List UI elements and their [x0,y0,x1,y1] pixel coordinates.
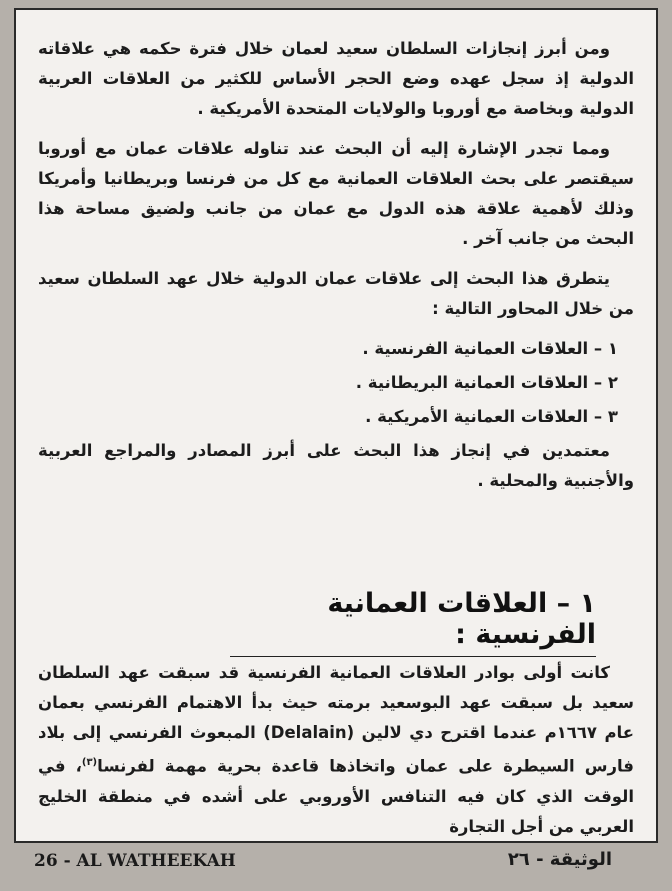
footer-page-label-latin: 26 - AL WATHEEKAH [34,851,236,871]
footnote-ref: (٣) [81,757,98,768]
section-body [38,658,634,852]
section-paragraph [38,658,634,842]
section-heading: ١ – العلاقات العمانية الفرنسية : [230,588,596,657]
section-paragraph-continued: ، في الوقت الذي كان فيه التنافس الأوروبي على أشده في منطقة الخليج العربي من أجل التجارة [38,756,634,836]
intro-paragraph-3: يتطرق هذا البحث إلى علاقات عمان الدولية خلال عهد السلطان سعيد من خلال المحاور التالية : [38,269,634,318]
closing-paragraph: معتمدين في إنجاز هذا البحث على أبرز المصادر والمراجع العربية والأجنبية والمحلية . [38,441,634,490]
intro-paragraph-1: ومن أبرز إنجازات السلطان سعيد لعمان خلال فترة حكمه هي علاقاته الدولية إذ سجل عهده وضع الحجر الأساس للكثير من العلاقات العربية الدولية وبخاصة مع أوروبا والولايات المتحدة الأمريكية . [38,39,634,118]
intro-section [38,34,634,506]
axis-item-1: ١ – العلاقات العمانية الفرنسية . [362,339,618,358]
footer-page-label-arabic: الوثيقة - ٢٦ [507,849,612,870]
text-panel [14,8,658,843]
intro-paragraph-2: ومما تجدر الإشارة إليه أن البحث عند تناوله علاقات عمان مع أوروبا سيقتصر على بحث العلاقات العمانية مع كل من فرنسا وبريطانيا وأمريكا وذلك لأهمية علاقة هذه الدول مع عمان من جانب ولضيق مساحة هذا البحث من جانب آخر . [38,139,634,248]
section-paragraph-text: كانت أولى بوادر العلاقات العمانية الفرنسية قد سبقت عهد السلطان سعيد بل سبقت عهد البوسعيد برمته حيث بدأ الاهتمام الفرنسي بعمان عام ١٦٦٧م عندما اقترح دي لالين (Delalain) المبعوث الفرنسي إلى بلاد فارس السيطرة على عمان واتخاذها قاعدة بحرية مهمة لفرنسا [38,663,635,776]
axis-item-2: ٢ – العلاقات العمانية البريطانية . [355,373,618,392]
axis-item-3: ٣ – العلاقات العمانية الأمريكية . [365,407,618,426]
